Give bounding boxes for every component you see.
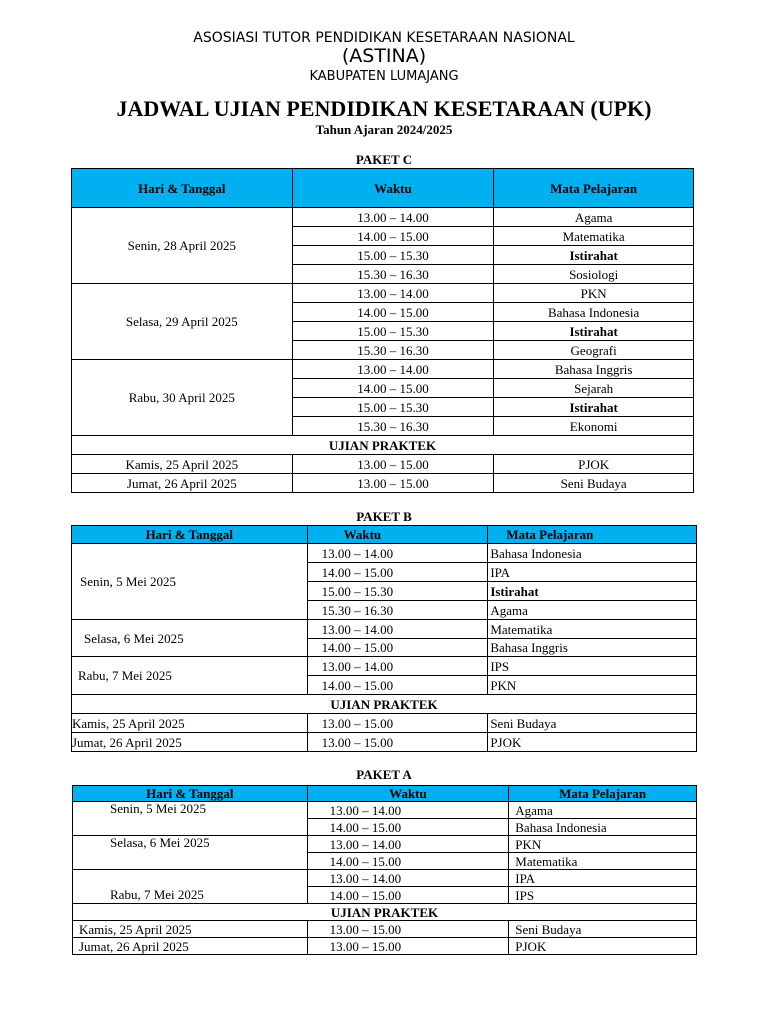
day-cell: Kamis, 25 April 2025 [72, 714, 308, 733]
subject-cell: Bahasa Indonesia [494, 303, 694, 322]
paket-c-table [71, 168, 694, 493]
subject-cell: Bahasa Indonesia [488, 544, 697, 563]
subject-cell: IPS [509, 887, 697, 904]
time-cell: 13.00 – 14.00 [292, 208, 494, 227]
day-cell: Selasa, 29 April 2025 [72, 284, 293, 360]
time-cell: 13.00 – 15.00 [307, 714, 488, 733]
col-time-header: Waktu [307, 786, 509, 802]
subject-cell: Seni Budaya [488, 714, 697, 733]
time-cell: 13.00 – 14.00 [307, 657, 488, 676]
time-cell: 14.00 – 15.00 [307, 853, 509, 870]
subject-cell: Sejarah [494, 379, 694, 398]
practice-row [72, 455, 694, 474]
break-cell: Istirahat [494, 322, 694, 341]
practice-heading: UJIAN PRAKTEK [72, 695, 697, 714]
paket-c-label: PAKET C [355, 152, 413, 167]
time-cell: 14.00 – 15.00 [307, 639, 488, 657]
time-cell: 14.00 – 15.00 [307, 563, 488, 582]
time-cell: 15.00 – 15.30 [307, 582, 488, 601]
time-cell: 15.30 – 16.30 [292, 265, 494, 284]
time-cell: 15.30 – 16.30 [307, 601, 488, 620]
subject-cell: Seni Budaya [494, 474, 694, 493]
subject-cell: Matematika [488, 620, 697, 639]
table-header-row [73, 786, 697, 802]
col-subject-header: Mata Pelajaran [494, 169, 694, 208]
day-cell: Kamis, 25 April 2025 [72, 455, 293, 474]
subject-cell: Seni Budaya [509, 921, 697, 938]
time-cell: 14.00 – 15.00 [292, 303, 494, 322]
time-cell: 13.00 – 14.00 [307, 802, 509, 819]
day-cell: Senin, 5 Mei 2025 [72, 544, 308, 620]
subject-cell: Agama [488, 601, 697, 620]
day-cell: Jumat, 26 April 2025 [73, 938, 308, 955]
day-cell: Selasa, 6 Mei 2025 [72, 620, 308, 657]
col-subject-header: Mata Pelajaran [488, 526, 697, 544]
time-cell: 13.00 – 14.00 [292, 360, 494, 379]
subject-cell: Matematika [494, 227, 694, 246]
break-cell: Istirahat [494, 246, 694, 265]
day-cell: Rabu, 7 Mei 2025 [72, 657, 308, 695]
col-day-header: Hari & Tanggal [72, 169, 293, 208]
table-row [72, 208, 694, 227]
day-cell: Rabu, 30 April 2025 [72, 360, 293, 436]
time-cell: 13.00 – 14.00 [307, 544, 488, 563]
subject-cell: IPA [509, 870, 697, 887]
time-cell: 14.00 – 15.00 [292, 379, 494, 398]
subject-cell: IPA [488, 563, 697, 582]
page-title: JADWAL UJIAN PENDIDIKAN KESETARAAN (UPK) [116, 96, 652, 121]
time-cell: 15.00 – 15.30 [292, 322, 494, 341]
day-cell: Jumat, 26 April 2025 [72, 733, 308, 752]
table-row [72, 360, 694, 379]
paket-a-table [72, 785, 697, 955]
subject-cell: Ekonomi [494, 417, 694, 436]
subject-cell: PKN [488, 676, 697, 695]
practice-row [72, 714, 697, 733]
table-header-row [72, 169, 694, 208]
time-cell: 15.30 – 16.30 [292, 341, 494, 360]
paket-b-label: PAKET B [356, 509, 412, 524]
time-cell: 13.00 – 15.00 [307, 733, 488, 752]
col-time-header: Waktu [307, 526, 488, 544]
day-cell: Rabu, 7 Mei 2025 [73, 870, 308, 904]
break-cell: Istirahat [494, 398, 694, 417]
practice-row [72, 474, 694, 493]
col-subject-header: Mata Pelajaran [509, 786, 697, 802]
paket-b-table [71, 525, 697, 752]
col-day-header: Hari & Tanggal [73, 786, 308, 802]
time-cell: 13.00 – 14.00 [292, 284, 494, 303]
table-row [73, 802, 697, 819]
org-abbr: (ASTINA) [341, 45, 427, 67]
practice-row [73, 921, 697, 938]
table-row [72, 657, 697, 676]
subject-cell: IPS [488, 657, 697, 676]
practice-heading: UJIAN PRAKTEK [72, 436, 694, 455]
time-cell: 15.00 – 15.30 [292, 398, 494, 417]
time-cell: 13.00 – 15.00 [292, 474, 494, 493]
table-row [72, 544, 697, 563]
time-cell: 13.00 – 14.00 [307, 836, 509, 853]
time-cell: 15.30 – 16.30 [292, 417, 494, 436]
practice-heading-row [72, 436, 694, 455]
table-header-row [72, 526, 697, 544]
subject-cell: Bahasa Indonesia [509, 819, 697, 836]
time-cell: 13.00 – 15.00 [307, 938, 509, 955]
subject-cell: PJOK [509, 938, 697, 955]
subject-cell: Sosiologi [494, 265, 694, 284]
practice-heading-row [72, 695, 697, 714]
break-cell: Istirahat [488, 582, 697, 601]
day-cell: Senin, 5 Mei 2025 [73, 802, 308, 836]
time-cell: 13.00 – 15.00 [292, 455, 494, 474]
practice-row [73, 938, 697, 955]
org-name: ASOSIASI TUTOR PENDIDIKAN KESETARAAN NASIONAL [193, 30, 575, 46]
day-cell: Selasa, 6 Mei 2025 [73, 836, 308, 870]
table-row [72, 284, 694, 303]
subject-cell: Agama [509, 802, 697, 819]
practice-heading: UJIAN PRAKTEK [73, 904, 697, 921]
table-row [73, 870, 697, 887]
practice-heading-row [73, 904, 697, 921]
practice-row [72, 733, 697, 752]
subject-cell: Matematika [509, 853, 697, 870]
region-name: KABUPATEN LUMAJANG [309, 69, 459, 84]
table-row [72, 620, 697, 639]
school-year: Tahun Ajaran 2024/2025 [315, 122, 453, 137]
day-cell: Kamis, 25 April 2025 [73, 921, 308, 938]
subject-cell: PJOK [494, 455, 694, 474]
time-cell: 14.00 – 15.00 [307, 676, 488, 695]
subject-cell: PKN [494, 284, 694, 303]
time-cell: 14.00 – 15.00 [292, 227, 494, 246]
time-cell: 13.00 – 14.00 [307, 620, 488, 639]
time-cell: 14.00 – 15.00 [307, 887, 509, 904]
day-cell: Jumat, 26 April 2025 [72, 474, 293, 493]
time-cell: 15.00 – 15.30 [292, 246, 494, 265]
day-cell: Senin, 28 April 2025 [72, 208, 293, 284]
subject-cell: PKN [509, 836, 697, 853]
col-day-header: Hari & Tanggal [72, 526, 308, 544]
time-cell: 13.00 – 14.00 [307, 870, 509, 887]
col-time-header: Waktu [292, 169, 494, 208]
table-row [73, 836, 697, 853]
paket-a-label: PAKET A [356, 767, 412, 782]
time-cell: 14.00 – 15.00 [307, 819, 509, 836]
subject-cell: Bahasa Inggris [494, 360, 694, 379]
subject-cell: Agama [494, 208, 694, 227]
subject-cell: Bahasa Inggris [488, 639, 697, 657]
subject-cell: Geografi [494, 341, 694, 360]
subject-cell: PJOK [488, 733, 697, 752]
time-cell: 13.00 – 15.00 [307, 921, 509, 938]
